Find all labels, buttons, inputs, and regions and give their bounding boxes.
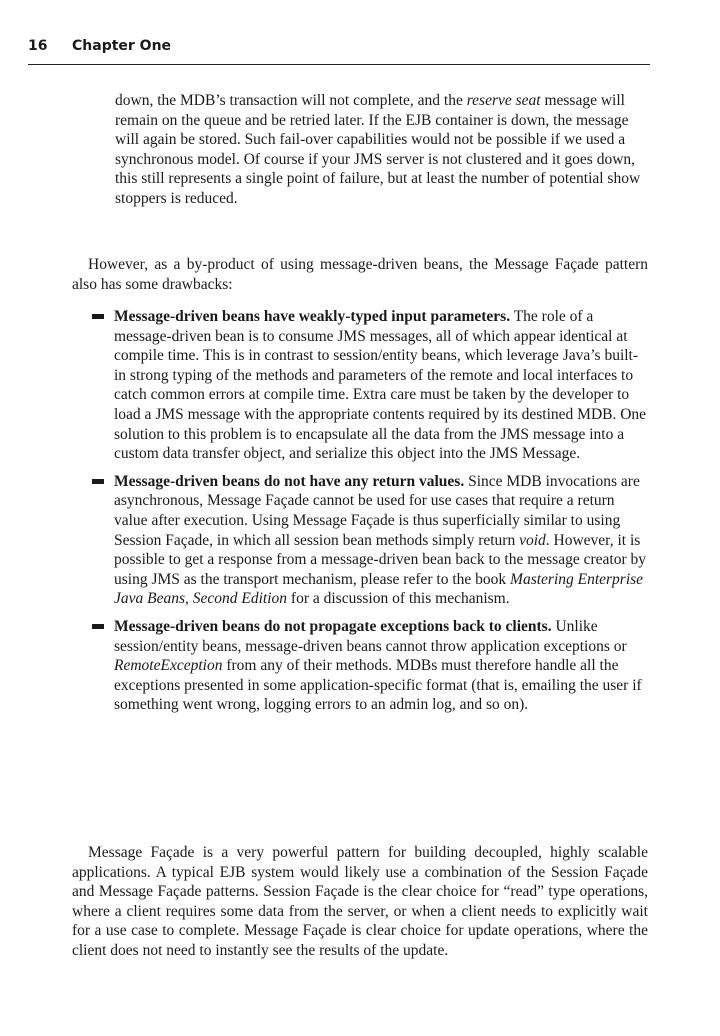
bullet-text: Since MDB invocations are asynchronous, Message Façade cannot be used for use cases that require a return value after execution. Using Message Façade is thus superficially similar to using Session Façade, in which all session bean methods simply return [114, 472, 640, 549]
bullet-italic: void [519, 531, 546, 549]
bullet-square-icon [92, 479, 104, 484]
continuation-text-2: message will remain on the queue and be retried later. If the EJB container is down, the message will again be stored. Such fail-over capabilities would not be possible if we used a synchronous model. Of course if your JMS server is not clustered and it goes down, this still represents a single point of failure, but at least the number of potential show stoppers is reduced. [115, 92, 641, 207]
list-item [92, 617, 648, 715]
closing-paragraph: Message Façade is a very powerful pattern for building decoupled, highly scalable applications. A typical EJB system would likely use a combination of the Session Façade and Message Façade patterns. Session Façade is the clear choice for “read” type operations, where a client requires some data from the server, or when a client needs to explicitly wait for a use case to complete. Message Façade is clear choice for update operations, where the client does not need to instantly see the results of the update. [72, 844, 648, 959]
bullet-italic: Mastering Enterprise Java Beans, Second Edition [114, 570, 644, 608]
bullet-text: . However, it is possible to get a response from a message-driven bean back to the message creator by using JMS as the transport mechanism, please refer to the book [114, 531, 646, 588]
chapter-title: Chapter One [72, 38, 172, 54]
page-number: 16 [28, 38, 48, 54]
bullet-heading: Message-driven beans have weakly-typed input parameters. [114, 308, 511, 325]
drawbacks-list [92, 307, 648, 723]
bullet-square-icon [92, 624, 104, 629]
continuation-paragraph [115, 91, 648, 209]
list-item [92, 472, 648, 609]
continuation-text-1: down, the MDB’s transaction will not complete, and the [115, 92, 467, 109]
continuation-italic: reserve seat [466, 92, 541, 109]
bullet-text: from any of their methods. MDBs must therefore handle all the exceptions presented in some application-specific format (that is, emailing the user if something went wrong, logging errors to an admin log, and so on). [114, 657, 642, 714]
running-header [28, 38, 650, 65]
bullet-square-icon [92, 314, 104, 319]
bullet-heading: Message-driven beans do not propagate exceptions back to clients. [114, 617, 552, 635]
bullet-text: The role of a message-driven bean is to consume JMS messages, all of which appear identical at compile time. This is in contrast to session/entity beans, which leverage Java’s built-in strong typing of the methods and parameters of the remote and local interfaces to catch common errors at compile time. Extra care must be taken by the developer to load a JMS message with the appropriate contents required by its destined MDB. One solution to this problem is to encapsulate all the data from the JMS message into a custom data transfer object, and serialize this object into the JMS Message. [114, 308, 647, 463]
bullet-heading: Message-driven beans do not have any return values. [114, 472, 465, 490]
list-item [92, 307, 648, 464]
bullet-text: Unlike session/entity beans, message-driven beans cannot throw application exceptions or [114, 617, 627, 655]
intro-paragraph: However, as a by-product of using message-driven beans, the Message Façade pattern also has some drawbacks: [72, 256, 648, 293]
bullet-italic: RemoteException [114, 657, 223, 675]
bullet-text: for a discussion of this mechanism. [287, 590, 510, 608]
